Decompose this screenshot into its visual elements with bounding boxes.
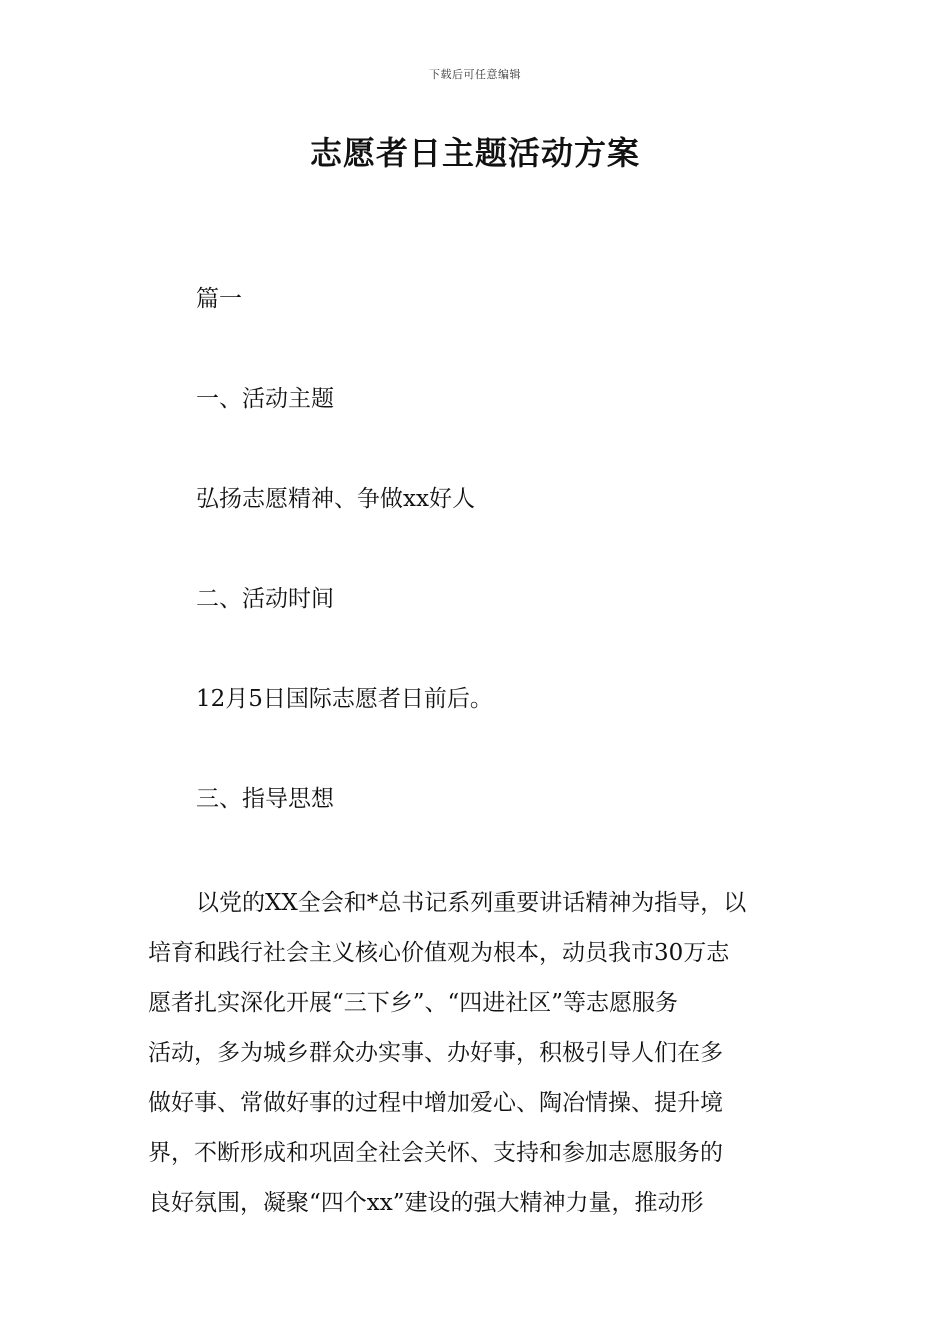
theme-content: 弘扬志愿精神、争做xx好人 <box>196 486 475 512</box>
document-title: 志愿者日主题活动方案 <box>309 134 640 172</box>
paragraph-line: 活动，多为城乡群众办实事、办好事，积极引导人们在多 <box>148 1040 723 1066</box>
section-label: 篇一 <box>196 286 242 312</box>
paragraph-line: 愿者扎实深化开展“三下乡”、“四进社区”等志愿服务 <box>148 990 679 1016</box>
paragraph-line: 良好氛围，凝聚“四个xx”建设的强大精神力量，推动形 <box>148 1190 704 1216</box>
guideline-paragraph <box>148 878 808 1228</box>
section-heading-guideline: 三、指导思想 <box>196 786 334 812</box>
paragraph-line: 以党的XX全会和*总书记系列重要讲话精神为指导，以 <box>196 890 747 916</box>
paragraph-line: 界，不断形成和巩固全社会关怀、支持和参加志愿服务的 <box>148 1140 723 1166</box>
section-heading-theme: 一、活动主题 <box>196 386 334 412</box>
section-heading-time: 二、活动时间 <box>196 586 334 612</box>
time-content: 12月5日国际志愿者日前后。 <box>196 686 493 712</box>
header-note: 下载后可任意编辑 <box>429 68 521 81</box>
paragraph-line: 做好事、常做好事的过程中增加爱心、陶冶情操、提升境 <box>148 1090 723 1116</box>
paragraph-line: 培育和践行社会主义核心价值观为根本，动员我市30万志 <box>148 940 730 966</box>
